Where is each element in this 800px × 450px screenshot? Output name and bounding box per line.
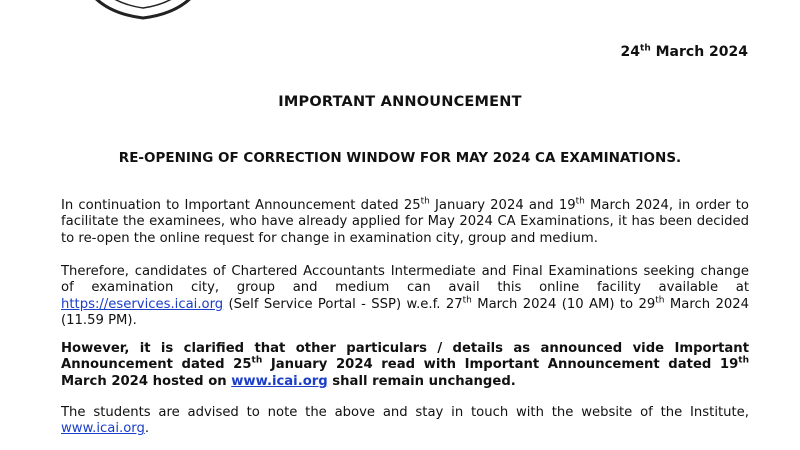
institute-seal-logo	[68, 0, 218, 28]
announcement-subheading: RE-OPENING OF CORRECTION WINDOW FOR MAY 2024 CA EXAMINATIONS.	[118, 150, 682, 166]
paragraph-continuation: In continuation to Important Announcement dated 25th January 2024 and 19th March 2024, in order to facilitate the examinees, who have already applied for May 2024 CA Examinations, it has been decided to re-open the online request for change in examination city, group and medium.	[61, 196, 749, 246]
eservices-link[interactable]: https://eservices.icai.org	[61, 296, 224, 312]
paragraph-candidates: Therefore, candidates of Chartered Accountants Intermediate and Final Examinations seeking change of examination city, group and medium can avail this online facility available at https://eservices.icai.org (Self Service Portal - SSP) w.e.f. 27th March 2024 (10 AM) to 29th March 2024 (11.59 PM).	[61, 264, 750, 329]
announcement-heading: IMPORTANT ANNOUNCEMENT	[278, 94, 522, 110]
paragraph-advice: The students are advised to note the above and stay in touch with the website of the Institute, www.icai.org.	[61, 405, 749, 437]
icai-website-link-footer[interactable]: www.icai.org	[61, 421, 145, 437]
icai-website-link[interactable]: www.icai.org	[231, 373, 328, 389]
announcement-date: 24th March 2024	[620, 43, 748, 60]
paragraph-clarification: However, it is clarified that other particulars / details as announced vide Important Announcement dated 25th January 2024 read with Important Announcement dated 19th March 2024 hosted on www.icai.org shall remain unchanged.	[61, 341, 749, 389]
